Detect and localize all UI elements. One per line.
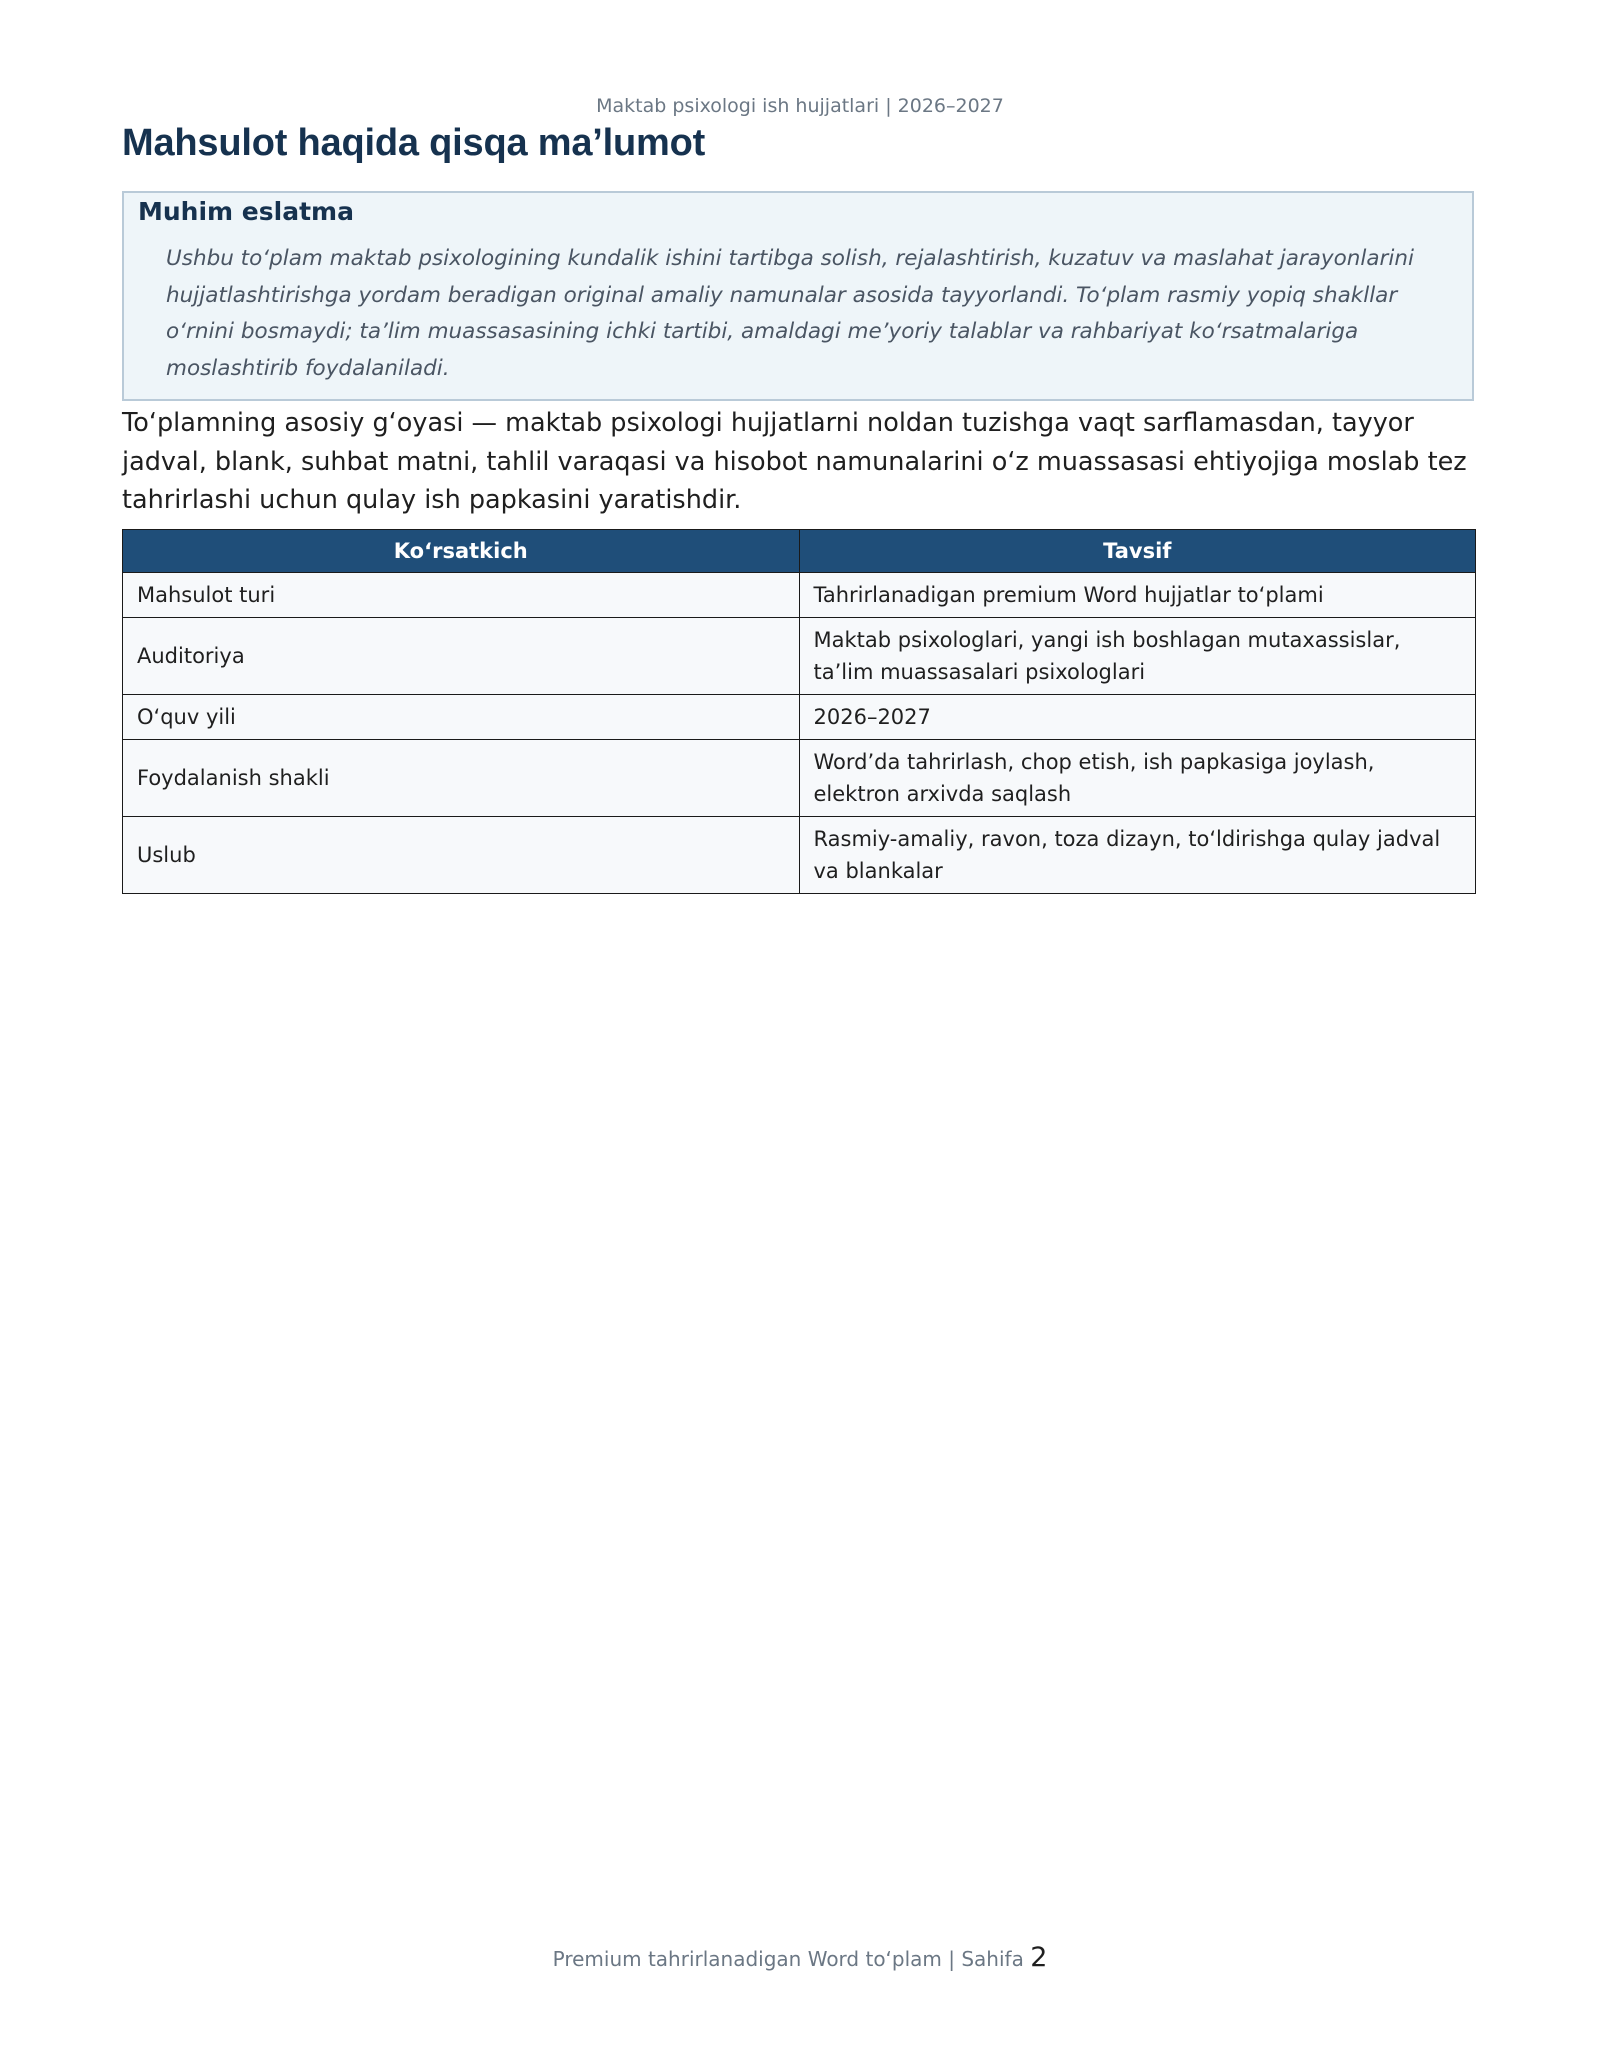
running-header: Maktab psixologi ish hujjatlari | 2026–2027 [596, 95, 1004, 117]
table-cell-description: Tahrirlanadigan premium Word hujjatlar to‘plami [799, 573, 1476, 618]
table-cell-indicator: O‘quv yili [123, 695, 800, 740]
note-title: Muhim eslatma [138, 197, 354, 226]
table-cell-indicator: Mahsulot turi [123, 573, 800, 618]
table-header-row [123, 530, 1476, 573]
table-cell-description: 2026–2027 [799, 695, 1476, 740]
table-row [123, 573, 1476, 618]
intro-paragraph: To‘plamning asosiy g‘oyasi — maktab psixologi hujjatlarni noldan tuzishga vaqt sarflamasdan, tayyor jadval, blank, suhbat matni, tahlil varaqasi va hisobot namunalarini o‘z muassasasi ehtiyojiga moslab tez tahrirlashi uchun qulay ish papkasini yaratishdir. [122, 408, 1467, 515]
page-number: 2 [1030, 1942, 1048, 1973]
running-footer [0, 1942, 1600, 1973]
table-cell-description: Word’da tahrirlash, chop etish, ish papkasiga joylash, elektron arxivda saqlash [799, 740, 1476, 817]
note-body: Ushbu to‘plam maktab psixologining kundalik ishini tartibga solish, rejalashtirish, kuzatuv va maslahat jarayonlarini hujjatlashtirishga yordam beradigan original amaliy namunalar asosida tayyorlandi. To‘plam rasmiy yopiq shakllar o‘rnini bosmaydi; ta’lim muassasasining ichki tartibi, amaldagi me’yoriy talablar va rahbariyat ko‘rsatmalariga moslashtirib foydalaniladi. [166, 246, 1414, 381]
table-cell-indicator: Auditoriya [123, 618, 800, 695]
footer-text: Premium tahrirlanadigan Word to‘plam | Sahifa [552, 1947, 1031, 1971]
table-cell-indicator: Uslub [123, 817, 800, 894]
table-cell-description: Rasmiy-amaliy, ravon, toza dizayn, to‘ldirishga qulay jadval va blankalar [799, 817, 1476, 894]
table-row [123, 695, 1476, 740]
table-row [123, 740, 1476, 817]
product-info-table [122, 529, 1476, 894]
important-note-box [122, 191, 1474, 401]
table-row [123, 618, 1476, 695]
column-header-description: Tavsif [799, 530, 1476, 573]
table-cell-description: Maktab psixologlari, yangi ish boshlagan mutaxassislar, ta’lim muassasalari psixologlari [799, 618, 1476, 695]
column-header-indicator: Ko‘rsatkich [123, 530, 800, 573]
page-title: Mahsulot haqida qisqa ma’lumot [122, 122, 706, 164]
table-row [123, 817, 1476, 894]
table-cell-indicator: Foydalanish shakli [123, 740, 800, 817]
